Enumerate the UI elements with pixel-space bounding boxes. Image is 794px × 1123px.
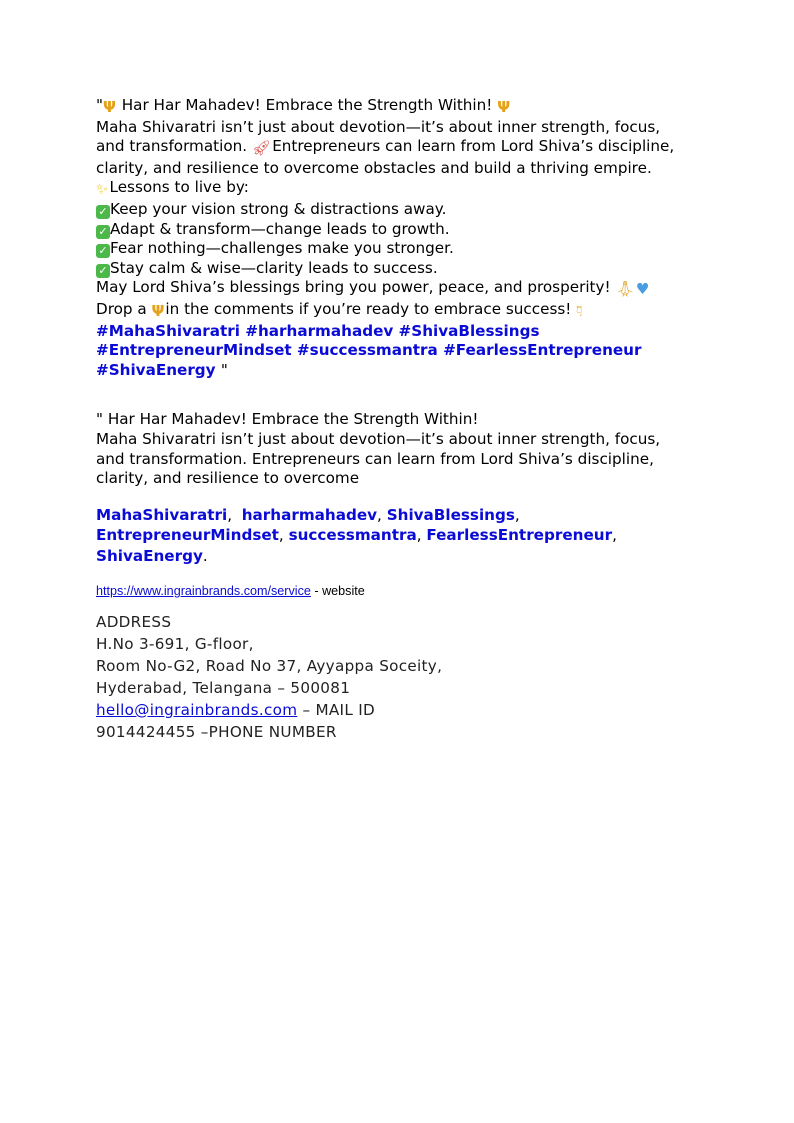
cta-text: Drop a — [96, 299, 147, 318]
check-mark-icon: ✓ — [96, 205, 110, 219]
lessons-label: Lessons to live by: — [109, 178, 249, 197]
lesson-text: Fear nothing—challenges make you stronger. — [110, 239, 454, 258]
pointing-down-icon: 👇︎ — [576, 301, 583, 320]
check-mark-icon: ✓ — [96, 244, 110, 258]
trident-icon: Ψ — [497, 98, 511, 116]
intro-text: Entrepreneurs can learn from Lord Shiva’s discipline, — [272, 137, 675, 156]
blessing-line — [96, 278, 696, 300]
hashtags-line-3 — [96, 361, 696, 381]
intro-text: and transformation. — [96, 137, 248, 156]
lesson-item — [96, 259, 696, 279]
website-line — [96, 584, 696, 598]
phone-line: 9014424455 –PHONE NUMBER — [96, 722, 337, 741]
tag-link[interactable]: FearlessEntrepreneur — [426, 526, 613, 545]
cta-text: in the comments if you’re ready to embrace success! — [165, 299, 572, 318]
lesson-item — [96, 220, 696, 240]
email-link[interactable]: hello@ingrainbrands.com — [96, 700, 298, 719]
lesson-text: Keep your vision strong & distractions away. — [110, 199, 447, 218]
post-intro-line-3: clarity, and resilience to overcome obstacles and build a thriving empire. — [96, 158, 652, 177]
rocket-icon: 🚀︎ — [251, 139, 272, 158]
post-intro-line-1: Maha Shivaratri isn’t just about devotion—it’s about inner strength, focus, — [96, 117, 661, 136]
cta-line — [96, 300, 696, 322]
tag-list: MahaShivaratri, harharmahadev, ShivaBlessings, EntrepreneurMindset, successmantra, FearlessEntrepreneur, ShivaEnergy. — [96, 505, 617, 565]
summary-line-2: and transformation. Entrepreneurs can learn from Lord Shiva’s discipline, — [96, 449, 654, 468]
address-line-3: Hyderabad, Telangana – 500081 — [96, 678, 351, 697]
quote-mark: " — [96, 96, 103, 114]
address-block — [96, 612, 696, 743]
trident-icon: Ψ — [103, 98, 116, 116]
trident-icon: Ψ — [151, 301, 165, 320]
post-summary — [96, 410, 696, 488]
lesson-text: Adapt & transform—change leads to growth. — [110, 219, 450, 238]
document-page — [96, 96, 696, 744]
email-line — [96, 700, 696, 722]
summary-line-3: clarity, and resilience to overcome — [96, 469, 360, 488]
address-heading: ADDRESS — [96, 613, 172, 632]
blue-heart-icon: ♥ — [635, 280, 650, 299]
post-title: Har Har Mahadev! Embrace the Strength Within! — [121, 96, 493, 114]
blessing-text: May Lord Shiva’s blessings bring you power, peace, and prosperity! — [96, 278, 611, 297]
check-mark-icon: ✓ — [96, 264, 110, 278]
sparkles-icon: ✨︎ — [96, 180, 109, 199]
hashtags-line-2[interactable]: #EntrepreneurMindset #successmantra #FearlessEntrepreneur — [96, 341, 642, 360]
folded-hands-icon: 🙏︎ — [615, 280, 635, 299]
post-intro-line-2 — [96, 137, 696, 159]
tag-link[interactable]: ShivaEnergy — [96, 546, 203, 565]
address-line-1: H.No 3-691, G-floor, — [96, 635, 254, 654]
tag-link[interactable]: MahaShivaratri — [96, 505, 228, 524]
quote-mark: " — [220, 360, 228, 379]
tag-link[interactable]: harharmahadev — [241, 505, 378, 524]
address-line-2: Room No-G2, Road No 37, Ayyappa Soceity, — [96, 657, 443, 675]
tag-link[interactable]: EntrepreneurMindset — [96, 526, 279, 545]
hashtag-link[interactable]: #ShivaEnergy — [96, 360, 216, 379]
summary-title: " Har Har Mahadev! Embrace the Strength Within! — [96, 410, 479, 429]
lesson-item — [96, 239, 696, 259]
lesson-item — [96, 200, 696, 220]
check-mark-icon: ✓ — [96, 225, 110, 239]
email-label: – MAIL ID — [297, 700, 375, 719]
website-link[interactable]: https://www.ingrainbrands.com/service — [96, 584, 311, 599]
tag-link[interactable]: successmantra — [288, 526, 417, 545]
tag-link[interactable]: ShivaBlessings — [386, 505, 515, 524]
lessons-label-line — [96, 178, 696, 200]
summary-line-1: Maha Shivaratri isn’t just about devotion—it’s about inner strength, focus, — [96, 429, 661, 448]
website-label: - website — [310, 584, 365, 599]
lesson-text: Stay calm & wise—clarity leads to success. — [110, 258, 438, 277]
post-title-line — [96, 96, 696, 118]
hashtags-line-1[interactable]: #MahaShivaratri #harharmahadev #ShivaBlessings — [96, 321, 540, 340]
